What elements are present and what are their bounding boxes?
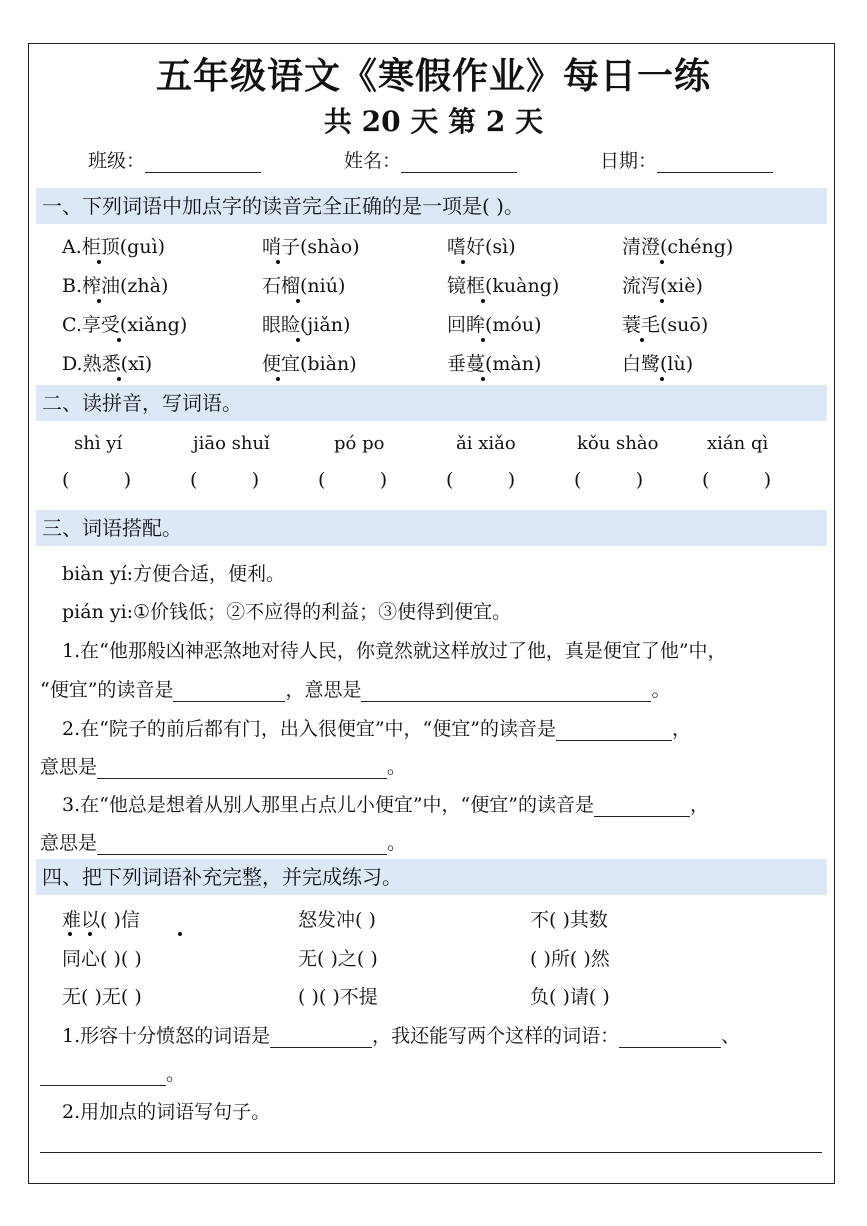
pinyin-4: ǎi xiǎo (456, 433, 516, 454)
emphasis-dot (68, 932, 72, 936)
emphasis-dot (461, 260, 465, 264)
s1-d1: D.熟悉(xī) (62, 353, 153, 375)
section2-heading: 二、读拼音，写词语。 (36, 385, 827, 421)
s3-question-2: 2.在“院子的前后都有门，出入很便宜”中，“便宜”的读音是 ， (62, 718, 691, 740)
reading-blank[interactable] (173, 681, 285, 702)
page-title: 五年级语文《寒假作业》每日一练 (155, 55, 711, 97)
s3-question-1: 1.在“他那般凶神恶煞地对待人民，你竟然就这样放过了他，真是便宜了他”中， (62, 640, 727, 662)
pinyin-5: kǒu shào (577, 433, 659, 454)
class-blank[interactable] (145, 152, 261, 173)
s1-b2: 石榴(niú) (262, 275, 346, 297)
emphasis-dot (296, 299, 300, 303)
s1-a2: 哨子(shào) (262, 236, 360, 258)
section3-heading: 三、词语搭配。 (36, 510, 827, 546)
answer-box-3[interactable]: ( ) (318, 469, 388, 491)
pinyin-6: xián qì (707, 433, 769, 454)
s3-question-1-cont: “便宜”的读音是 ，意思是 。 (40, 679, 671, 701)
emphasis-dot (481, 338, 485, 342)
s1-c2: 眼睑(jiǎn) (262, 314, 351, 336)
emphasis-dot (88, 932, 92, 936)
name-blank[interactable] (401, 152, 517, 173)
pinyin-1: shì yí (74, 433, 123, 454)
s1-a3: 嗜好(sì) (447, 236, 516, 258)
class-label: 班级： (88, 150, 146, 172)
date-label: 日期： (600, 150, 658, 172)
emphasis-dot (97, 260, 101, 264)
meaning-blank[interactable] (361, 681, 651, 702)
s1-d2: 便宜(biàn) (262, 353, 357, 375)
section1-heading: 一、下列词语中加点字的读音完全正确的是一项是( )。 (36, 188, 827, 224)
emphasis-dot (276, 260, 280, 264)
answer-blank[interactable] (619, 1027, 721, 1048)
s3-question-3: 3.在“他总是想着从别人那里占点儿小便宜”中，“便宜”的读音是 ， (62, 794, 709, 816)
answer-box-1[interactable]: ( ) (62, 469, 132, 491)
answer-box-4[interactable]: ( ) (446, 469, 516, 491)
date-blank[interactable] (657, 152, 773, 173)
s1-c3: 回眸(móu) (447, 314, 542, 336)
emphasis-dot (117, 377, 121, 381)
s1-b1: B.榨油(zhà) (62, 275, 169, 297)
s4-r2-c1: 同心( )( ) (62, 948, 142, 970)
s4-r3-c1: 无( )无( ) (62, 986, 142, 1008)
s1-b4: 流泻(xiè) (622, 275, 703, 297)
emphasis-dot (296, 338, 300, 342)
pinyin-2: jiāo shuǐ (193, 433, 270, 454)
answer-blank[interactable] (40, 1065, 166, 1086)
definition-1: biàn yí:方便合适，便利。 (62, 563, 286, 585)
s1-a4: 清澄(chéng) (622, 236, 734, 258)
emphasis-dot (276, 377, 280, 381)
emphasis-dot (481, 377, 485, 381)
s4-r3-c3: 负( )请( ) (530, 986, 610, 1008)
s4-question-1-cont: 。 (40, 1059, 185, 1086)
s4-question-1: 1.形容十分愤怒的词语是 ，我还能写两个这样的词语： 、 (62, 1025, 741, 1047)
answer-blank[interactable] (270, 1027, 372, 1048)
sentence-answer-line[interactable] (40, 1152, 822, 1153)
date-field[interactable] (600, 146, 773, 173)
definition-2: pián yi:①价钱低；②不应得的利益；③使得到便宜。 (62, 601, 512, 623)
meaning-blank[interactable] (97, 758, 387, 779)
answer-box-6[interactable]: ( ) (702, 469, 772, 491)
s4-r1-c3: 不( )其数 (530, 909, 608, 931)
emphasis-dot (660, 260, 664, 264)
s1-c4: 蓑毛(suō) (622, 314, 709, 336)
s3-question-2-cont: 意思是 。 (40, 756, 407, 778)
s1-b3: 镜框(kuàng) (447, 275, 560, 297)
s4-r1-c2: 怒发冲( ) (298, 909, 376, 931)
emphasis-dot (640, 338, 644, 342)
s3-question-3-cont: 意思是 。 (40, 832, 407, 854)
s1-d3: 垂蔓(màn) (447, 353, 542, 375)
emphasis-dot (660, 299, 664, 303)
emphasis-dot (481, 299, 485, 303)
section4-heading: 四、把下列词语补充完整，并完成练习。 (36, 859, 827, 895)
s4-r3-c2: ( )( )不提 (298, 986, 378, 1008)
page-subtitle: 共 20 天 第 2 天 (323, 105, 544, 138)
reading-blank[interactable] (594, 796, 690, 817)
meaning-blank[interactable] (97, 834, 387, 855)
reading-blank[interactable] (556, 720, 672, 741)
emphasis-dot (97, 299, 101, 303)
s4-r2-c2: 无( )之( ) (298, 948, 378, 970)
name-label: 姓名： (344, 150, 402, 172)
emphasis-dot (117, 338, 121, 342)
s1-d4: 白鹭(lù) (622, 353, 694, 375)
s4-r1-c1: 难以( )信 (62, 909, 140, 931)
emphasis-dot (178, 932, 182, 936)
s1-a1: A.柜顶(guì) (62, 236, 166, 258)
answer-box-2[interactable]: ( ) (190, 469, 260, 491)
class-field[interactable] (88, 146, 261, 173)
s1-c1: C.享受(xiǎng) (62, 314, 188, 336)
emphasis-dot (660, 377, 664, 381)
answer-box-5[interactable]: ( ) (574, 469, 644, 491)
pinyin-3: pó po (334, 433, 385, 454)
name-field[interactable] (344, 146, 517, 173)
s4-question-2: 2.用加点的词语写句子。 (62, 1101, 271, 1123)
s4-r2-c3: ( )所( )然 (530, 948, 610, 970)
